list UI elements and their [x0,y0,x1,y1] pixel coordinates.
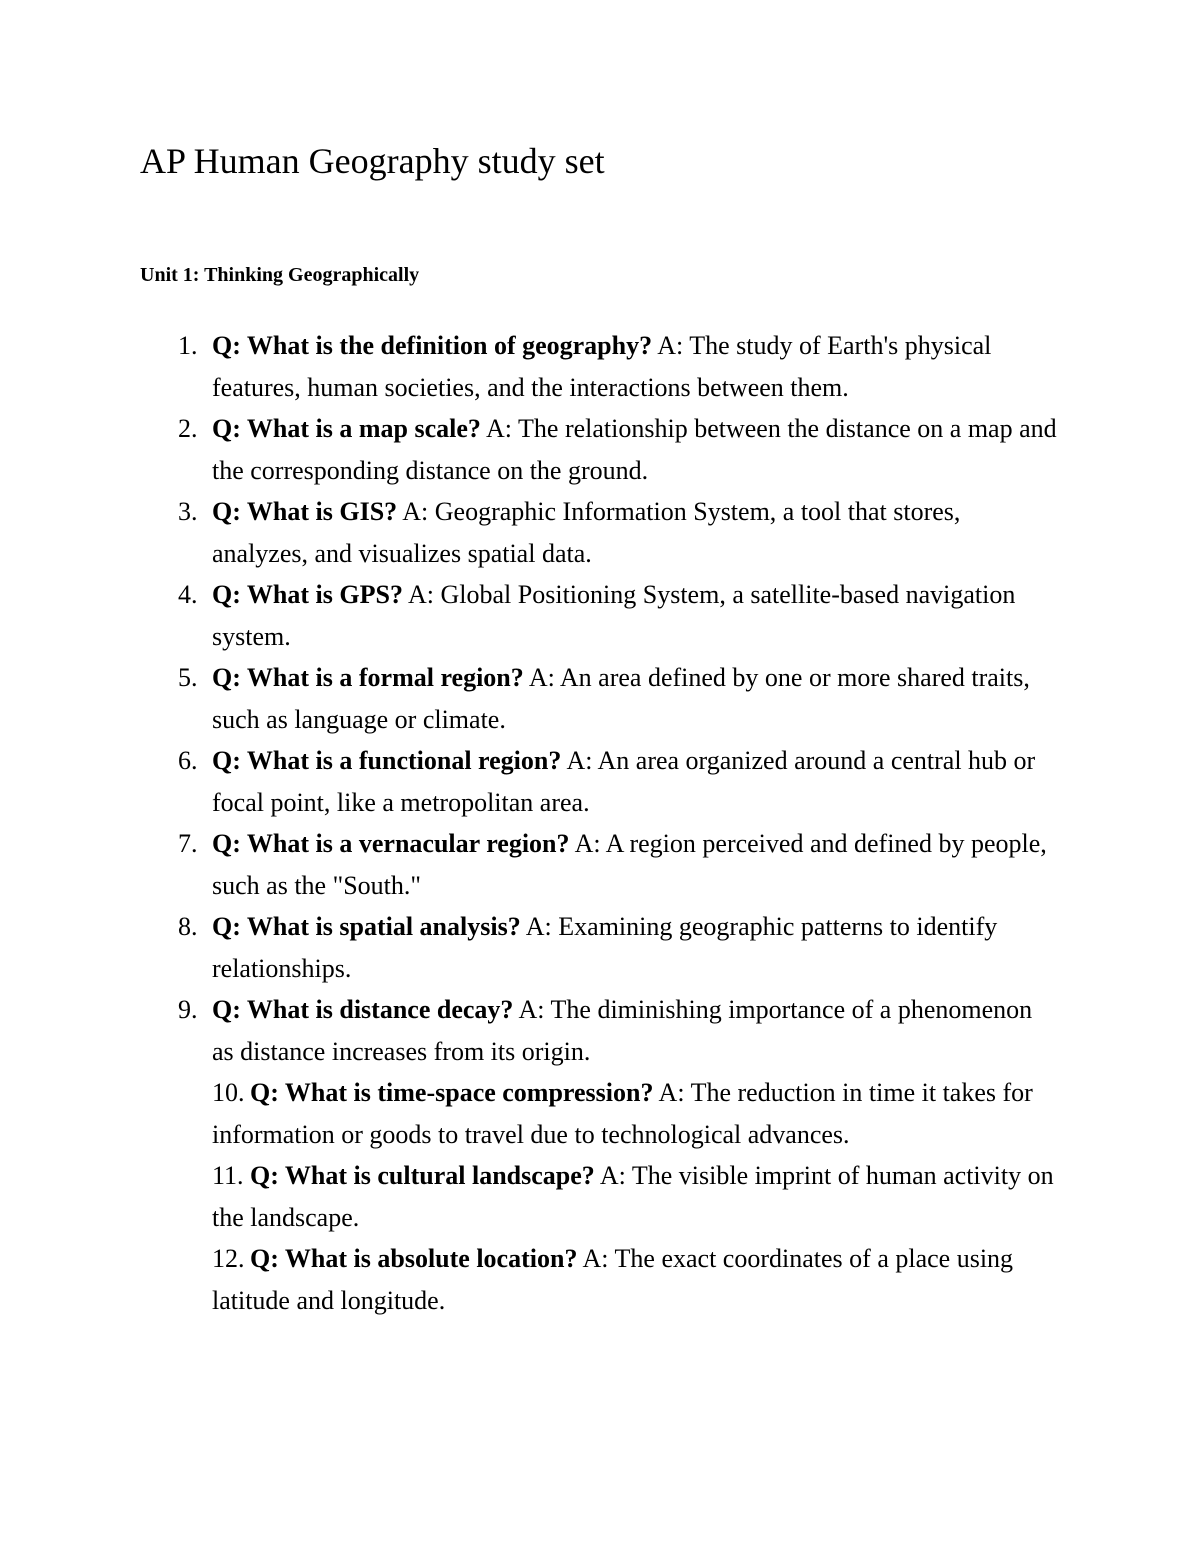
document-title: AP Human Geography study set [140,141,605,181]
qa-list-item [140,823,1060,906]
qa-list-item [140,989,1060,1072]
qa-list [140,325,1060,1321]
question-text: Q: What is spatial analysis? [212,912,521,942]
question-text: Q: What is cultural landscape? [250,1161,595,1191]
qa-list-item [140,574,1060,657]
qa-list-item [140,408,1060,491]
qa-list-item [140,1238,1060,1321]
answer-text: A: The visible imprint of human activity on the landscape. [212,1161,1054,1232]
answer-text: A: The relationship between the distance on a map and the corresponding distance on the ground. [212,414,1057,485]
list-item-number: 9. [178,995,198,1025]
list-item-number: 5. [178,663,198,693]
list-item-number: 12. [212,1244,245,1274]
question-text: Q: What is time-space compression? [250,1078,654,1108]
section-heading: Unit 1: Thinking Geographically [140,264,420,287]
question-text: Q: What is the definition of geography? [212,331,653,361]
qa-list-item [140,740,1060,823]
question-text: Q: What is distance decay? [212,995,514,1025]
list-item-number: 6. [178,746,198,776]
answer-text: A: Examining geographic patterns to identify relationships. [212,912,998,983]
qa-list-item [140,906,1060,989]
question-text: Q: What is GPS? [212,580,403,610]
answer-text: A: An area defined by one or more shared traits, such as language or climate. [212,663,1030,734]
list-item-number: 11. [212,1161,244,1191]
answer-text: A: The exact coordinates of a place using latitude and longitude. [212,1244,1014,1315]
list-item-number: 8. [178,912,198,942]
answer-text: A: An area organized around a central hub or focal point, like a metropolitan area. [212,746,1036,817]
list-item-number: 4. [178,580,198,610]
list-item-number: 3. [178,497,198,527]
question-text: Q: What is GIS? [212,497,398,527]
qa-list-item [140,657,1060,740]
qa-list-item [140,1072,1060,1155]
list-item-number: 2. [178,414,198,444]
answer-text: A: The study of Earth's physical features, human societies, and the interactions between them. [212,331,992,402]
answer-text: A: The diminishing importance of a phenomenon as distance increases from its origin. [212,995,1033,1066]
question-text: Q: What is a map scale? [212,414,481,444]
qa-list-item [140,1155,1060,1238]
qa-list-item [140,325,1060,408]
list-item-number: 7. [178,829,198,859]
qa-list-item [140,491,1060,574]
answer-text: A: The reduction in time it takes for information or goods to travel due to technological advances. [212,1078,1033,1149]
answer-text: A: Global Positioning System, a satellite-based navigation system. [212,580,1016,651]
list-item-number: 10. [212,1078,245,1108]
list-item-number: 1. [178,331,198,361]
question-text: Q: What is a formal region? [212,663,524,693]
answer-text: A: Geographic Information System, a tool that stores, analyzes, and visualizes spatial data. [212,497,961,568]
answer-text: A: A region perceived and defined by people, such as the "South." [212,829,1047,900]
question-text: Q: What is a vernacular region? [212,829,570,859]
question-text: Q: What is a functional region? [212,746,562,776]
question-text: Q: What is absolute location? [250,1244,578,1274]
